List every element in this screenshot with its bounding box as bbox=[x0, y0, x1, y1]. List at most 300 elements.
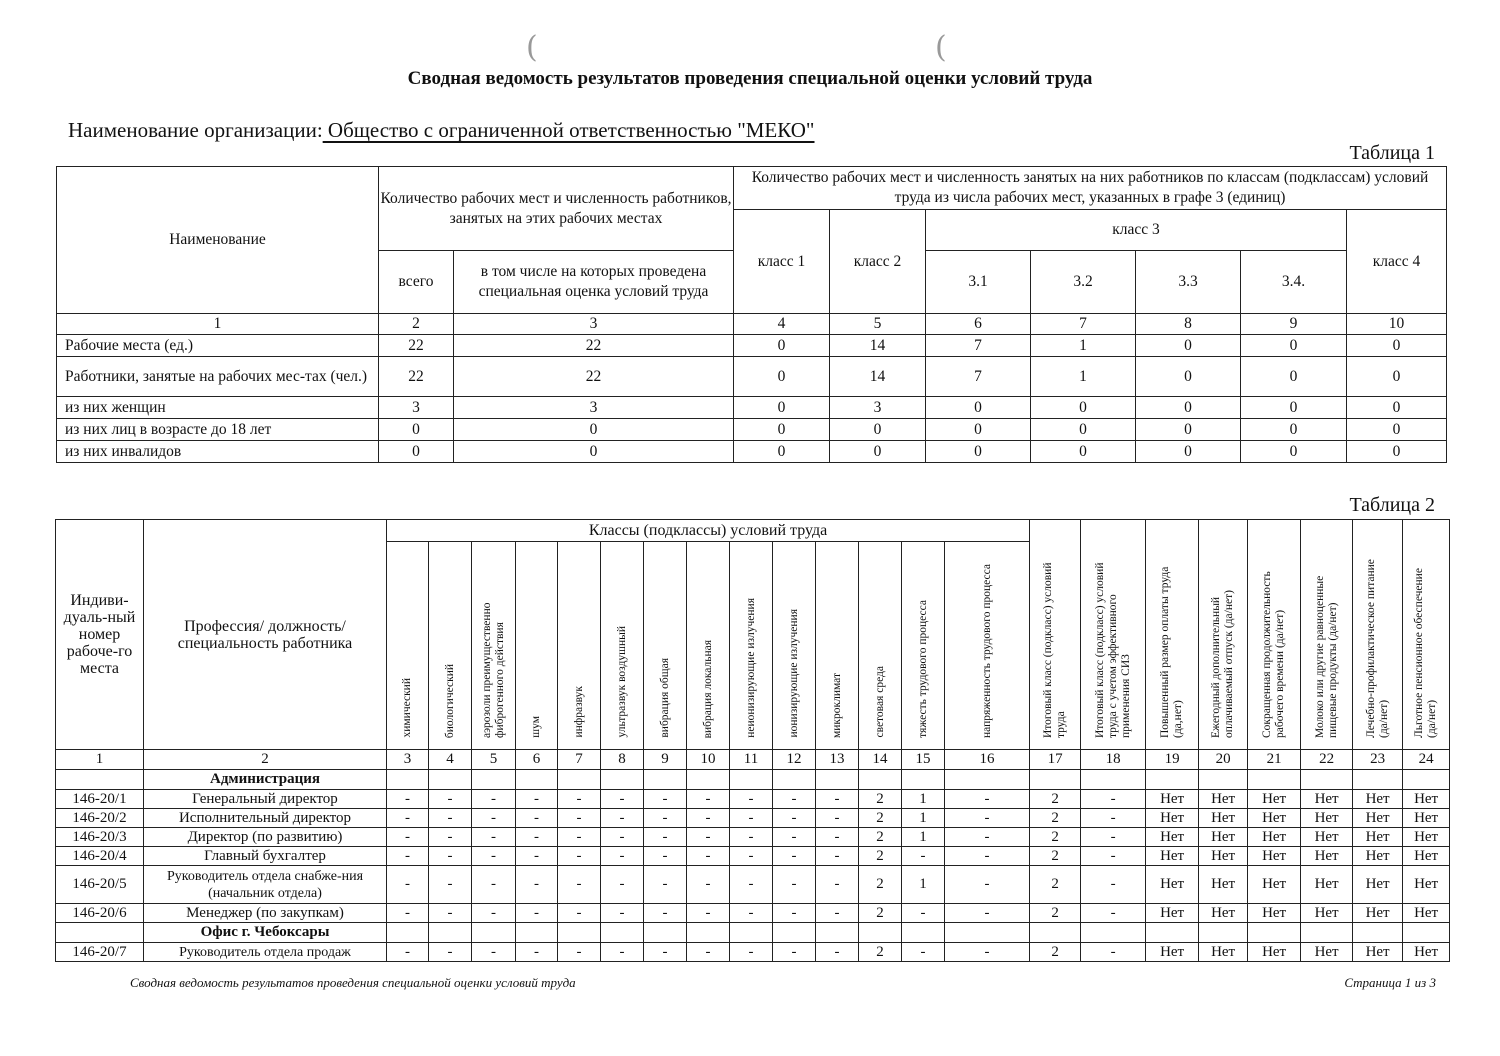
t2-cell: Нет bbox=[1353, 790, 1403, 809]
t2-head-factor bbox=[773, 542, 816, 750]
t2-cell: - bbox=[1081, 809, 1146, 828]
t1-cell: 0 bbox=[1031, 419, 1136, 441]
t2-cell: - bbox=[387, 828, 429, 847]
t2-head-summary-text: Молоко или другие равноценные пищевые продукты (да/нет) bbox=[1313, 575, 1339, 738]
t2-cell: 2 bbox=[859, 904, 902, 923]
t2-head-factor-text: инфразвук bbox=[572, 686, 585, 738]
t1-cell: 3 bbox=[379, 397, 454, 419]
t2-cell: Нет bbox=[1403, 943, 1450, 962]
t1-head-class3-4: 3.4. bbox=[1241, 251, 1347, 314]
t2-empty-cell bbox=[429, 923, 472, 943]
t1-cell: 0 bbox=[734, 441, 830, 463]
t2-cell: - bbox=[687, 904, 730, 923]
t2-cell: - bbox=[644, 866, 687, 904]
t2-cell: Нет bbox=[1146, 809, 1199, 828]
t2-cell: - bbox=[730, 943, 773, 962]
t2-cell: 2 bbox=[859, 866, 902, 904]
t2-empty-cell bbox=[1030, 923, 1081, 943]
t2-head-factor bbox=[730, 542, 773, 750]
t2-empty-cell bbox=[387, 770, 429, 790]
t2-cell: - bbox=[472, 866, 516, 904]
t2-cell: - bbox=[730, 828, 773, 847]
t2-workplace-id: 146-20/3 bbox=[56, 828, 144, 847]
t2-cell: - bbox=[644, 809, 687, 828]
t2-cell: Нет bbox=[1353, 904, 1403, 923]
t2-colnum: 3 bbox=[387, 750, 429, 770]
t2-cell: - bbox=[773, 943, 816, 962]
t2-profession: Директор (по развитию) bbox=[144, 828, 387, 847]
t2-cell: - bbox=[558, 866, 601, 904]
t1-row-label: Рабочие места (ед.) bbox=[57, 335, 379, 357]
t2-head-factor bbox=[687, 542, 730, 750]
t2-cell: Нет bbox=[1403, 847, 1450, 866]
t1-cell: 3 bbox=[830, 397, 926, 419]
table-row bbox=[56, 943, 1450, 962]
t1-head-done: в том числе на которых проведена специальная оценка условий труда bbox=[454, 251, 734, 314]
t2-cell: - bbox=[516, 847, 558, 866]
t1-cell: 0 bbox=[1241, 419, 1347, 441]
footer-caption: Сводная ведомость результатов проведения специальной оценки условий труда bbox=[130, 975, 576, 990]
t1-colnum: 10 bbox=[1347, 314, 1447, 335]
t2-head-summary bbox=[1081, 520, 1146, 750]
t2-empty-cell bbox=[1353, 770, 1403, 790]
t2-head-factor bbox=[945, 542, 1030, 750]
t2-cell: - bbox=[773, 809, 816, 828]
t2-cell: - bbox=[516, 904, 558, 923]
t1-cell: 0 bbox=[454, 441, 734, 463]
t2-cell: 1 bbox=[902, 809, 945, 828]
t2-cell: Нет bbox=[1199, 943, 1248, 962]
t1-head-total: всего bbox=[379, 251, 454, 314]
t2-cell: - bbox=[902, 943, 945, 962]
t2-empty-cell bbox=[945, 770, 1030, 790]
t2-cell: Нет bbox=[1146, 866, 1199, 904]
t2-head-summary-text: Сокращенная продолжительность рабочего времени (да/нет) bbox=[1261, 571, 1287, 738]
t2-empty-cell bbox=[1248, 770, 1301, 790]
t2-empty-cell bbox=[516, 770, 558, 790]
t2-cell: Нет bbox=[1248, 790, 1301, 809]
t2-cell: - bbox=[387, 790, 429, 809]
t2-colnum: 5 bbox=[472, 750, 516, 770]
t1-cell: 0 bbox=[926, 441, 1031, 463]
t2-cell: - bbox=[472, 943, 516, 962]
t2-head-summary bbox=[1146, 520, 1199, 750]
t2-cell: - bbox=[945, 828, 1030, 847]
t2-head-factor-text: биологический bbox=[443, 663, 456, 738]
t2-cell: Нет bbox=[1403, 904, 1450, 923]
t2-cell: - bbox=[601, 943, 644, 962]
t2-head-factor bbox=[387, 542, 429, 750]
t2-colnum: 22 bbox=[1301, 750, 1353, 770]
t2-cell: - bbox=[1081, 904, 1146, 923]
t1-cell: 14 bbox=[830, 357, 926, 397]
t1-colnum: 8 bbox=[1136, 314, 1241, 335]
t1-cell: 0 bbox=[379, 441, 454, 463]
t2-empty-cell bbox=[1081, 923, 1146, 943]
t2-profession: Менеджер (по закупкам) bbox=[144, 904, 387, 923]
t2-colnum: 15 bbox=[902, 750, 945, 770]
t2-cell: 2 bbox=[1030, 828, 1081, 847]
t2-cell: - bbox=[1081, 943, 1146, 962]
t2-head-factor bbox=[816, 542, 859, 750]
t2-cell: - bbox=[387, 866, 429, 904]
t2-cell: - bbox=[816, 943, 859, 962]
table-row bbox=[56, 847, 1450, 866]
t1-cell: 0 bbox=[734, 357, 830, 397]
t2-cell: - bbox=[773, 847, 816, 866]
t2-empty-cell bbox=[1146, 923, 1199, 943]
t1-cell: 0 bbox=[1136, 335, 1241, 357]
t2-head-factor bbox=[516, 542, 558, 750]
t2-head-factor-text: тяжесть трудового процесса bbox=[916, 600, 929, 738]
t1-colnum: 4 bbox=[734, 314, 830, 335]
t2-cell: Нет bbox=[1403, 790, 1450, 809]
t2-head-factor bbox=[429, 542, 472, 750]
t2-empty-cell bbox=[1301, 770, 1353, 790]
t2-cell: Нет bbox=[1301, 790, 1353, 809]
t2-cell: - bbox=[644, 790, 687, 809]
t2-cell: - bbox=[429, 847, 472, 866]
t2-cell: Нет bbox=[1248, 828, 1301, 847]
document-title: Сводная ведомость результатов проведения специальной оценки условий труда bbox=[407, 68, 1093, 89]
t2-empty-cell bbox=[601, 923, 644, 943]
t2-cell: - bbox=[472, 828, 516, 847]
t2-cell: - bbox=[387, 943, 429, 962]
t2-profession: Исполнительный директор bbox=[144, 809, 387, 828]
t2-colnum: 9 bbox=[644, 750, 687, 770]
t1-cell: 0 bbox=[1241, 357, 1347, 397]
t2-head-factor bbox=[472, 542, 516, 750]
table1-label: Таблица 1 bbox=[1349, 142, 1435, 164]
t2-head-summary bbox=[1030, 520, 1081, 750]
t2-cell: - bbox=[558, 943, 601, 962]
t2-empty-cell bbox=[1081, 770, 1146, 790]
t2-cell: - bbox=[1081, 847, 1146, 866]
t1-cell: 0 bbox=[1031, 397, 1136, 419]
t2-head-factor-text: микроклимат bbox=[830, 672, 843, 738]
page-number: Страница 1 из 3 bbox=[1344, 975, 1436, 990]
t2-empty-cell bbox=[472, 770, 516, 790]
t1-cell: 0 bbox=[734, 397, 830, 419]
t2-cell: - bbox=[429, 866, 472, 904]
t2-head-summary bbox=[1301, 520, 1353, 750]
t2-head-factor-text: световая среда bbox=[873, 666, 886, 738]
t2-colnum: 8 bbox=[601, 750, 644, 770]
t2-cell: - bbox=[644, 828, 687, 847]
t1-cell: 0 bbox=[1347, 335, 1447, 357]
scan-mark: ( bbox=[526, 30, 538, 65]
t2-cell: - bbox=[687, 866, 730, 904]
t2-section-id bbox=[56, 923, 144, 943]
t2-cell: Нет bbox=[1146, 847, 1199, 866]
t1-row bbox=[57, 397, 1447, 419]
t1-cell: 0 bbox=[1136, 397, 1241, 419]
t2-cell: - bbox=[730, 904, 773, 923]
t2-cell: Нет bbox=[1248, 904, 1301, 923]
t2-profession: Главный бухгалтер bbox=[144, 847, 387, 866]
t1-cell: 0 bbox=[926, 397, 1031, 419]
t2-empty-cell bbox=[902, 770, 945, 790]
t2-empty-cell bbox=[558, 923, 601, 943]
t1-colnum: 7 bbox=[1031, 314, 1136, 335]
t2-cell: - bbox=[472, 904, 516, 923]
t2-head-summary-text: Ежегодный дополнительный оплачиваемый отпуск (да/нет) bbox=[1210, 590, 1236, 738]
table-row bbox=[56, 828, 1450, 847]
t1-cell: 0 bbox=[1347, 441, 1447, 463]
t2-cell: - bbox=[429, 943, 472, 962]
t2-cell: Нет bbox=[1199, 904, 1248, 923]
t2-colnum: 7 bbox=[558, 750, 601, 770]
t1-head-class3-1: 3.1 bbox=[926, 251, 1031, 314]
t2-cell: - bbox=[902, 904, 945, 923]
t2-cell: Нет bbox=[1301, 904, 1353, 923]
t2-colnum: 21 bbox=[1248, 750, 1301, 770]
t2-cell: - bbox=[601, 904, 644, 923]
t1-cell: 7 bbox=[926, 357, 1031, 397]
t1-cell: 0 bbox=[1241, 335, 1347, 357]
t2-cell: - bbox=[902, 847, 945, 866]
t2-workplace-id: 146-20/1 bbox=[56, 790, 144, 809]
t2-colnum: 11 bbox=[730, 750, 773, 770]
t2-cell: - bbox=[516, 809, 558, 828]
t2-cell: Нет bbox=[1403, 828, 1450, 847]
t1-cell: 1 bbox=[1031, 357, 1136, 397]
t2-cell: - bbox=[773, 866, 816, 904]
t2-cell: - bbox=[730, 866, 773, 904]
t2-cell: Нет bbox=[1248, 866, 1301, 904]
t2-head-factor-text: неионизирующие излучения bbox=[744, 598, 757, 738]
t2-cell: - bbox=[472, 809, 516, 828]
t1-cell: 0 bbox=[1136, 357, 1241, 397]
t2-cell: 2 bbox=[1030, 866, 1081, 904]
t2-cell: Нет bbox=[1403, 809, 1450, 828]
t1-cell: 7 bbox=[926, 335, 1031, 357]
t2-cell: Нет bbox=[1301, 847, 1353, 866]
t2-cell: - bbox=[558, 904, 601, 923]
t2-cell: - bbox=[644, 943, 687, 962]
t2-cell: - bbox=[429, 828, 472, 847]
t1-colnum: 1 bbox=[57, 314, 379, 335]
t2-colnum: 4 bbox=[429, 750, 472, 770]
t2-head-summary bbox=[1248, 520, 1301, 750]
t2-cell: Нет bbox=[1353, 847, 1403, 866]
t2-head-summary bbox=[1403, 520, 1450, 750]
t2-empty-cell bbox=[558, 770, 601, 790]
t2-empty-cell bbox=[472, 923, 516, 943]
t2-cell: 2 bbox=[859, 828, 902, 847]
t2-cell: Нет bbox=[1301, 866, 1353, 904]
t2-empty-cell bbox=[387, 923, 429, 943]
t1-row-label: Работники, занятые на рабочих мес-тах (чел.) bbox=[57, 357, 379, 397]
t2-head-summary-text: Льготное пенсионное обеспечение (да/нет) bbox=[1413, 568, 1439, 738]
t2-head-classes: Классы (подклассы) условий труда bbox=[387, 520, 1030, 542]
t1-cell: 0 bbox=[1136, 419, 1241, 441]
t2-cell: - bbox=[601, 828, 644, 847]
t2-empty-cell bbox=[730, 770, 773, 790]
t2-head-profession: Профессия/ должность/ специальность работника bbox=[144, 520, 387, 750]
t2-empty-cell bbox=[1146, 770, 1199, 790]
t2-cell: 2 bbox=[1030, 943, 1081, 962]
t2-empty-cell bbox=[816, 770, 859, 790]
t2-cell: - bbox=[773, 828, 816, 847]
t2-cell: - bbox=[516, 828, 558, 847]
t2-profession: Руководитель отдела продаж bbox=[144, 943, 387, 962]
t2-cell: - bbox=[816, 866, 859, 904]
t2-head-factor-text: вибрация общая bbox=[658, 658, 671, 738]
t2-head-factor-text: аэрозоли преимущественно фиброгенного действия bbox=[480, 602, 506, 738]
t2-cell: - bbox=[773, 790, 816, 809]
t2-head-factor-text: вибрация локальная bbox=[701, 639, 714, 738]
t2-head-summary-text: Итоговый класс (подкласс) условий труда с учетом эффективного применения СИЗ bbox=[1093, 562, 1132, 738]
t1-head-class3-3: 3.3 bbox=[1136, 251, 1241, 314]
t2-cell: Нет bbox=[1146, 904, 1199, 923]
t2-head-factor bbox=[859, 542, 902, 750]
t1-colnum: 3 bbox=[454, 314, 734, 335]
t2-colnum: 10 bbox=[687, 750, 730, 770]
t1-row bbox=[57, 357, 1447, 397]
t2-empty-cell bbox=[644, 770, 687, 790]
t2-empty-cell bbox=[516, 923, 558, 943]
t2-cell: Нет bbox=[1146, 943, 1199, 962]
summary-table-1 bbox=[56, 166, 1447, 463]
t2-cell: Нет bbox=[1199, 828, 1248, 847]
t2-head-summary-text: Повышенный размер оплаты труда (да,нет) bbox=[1159, 566, 1185, 738]
t1-colnum: 5 bbox=[830, 314, 926, 335]
t2-head-summary-text: Итоговый класс (подкласс) условий труда bbox=[1042, 562, 1068, 738]
t2-empty-cell bbox=[1199, 770, 1248, 790]
t2-colnum: 12 bbox=[773, 750, 816, 770]
t2-cell: Нет bbox=[1301, 809, 1353, 828]
t2-head-factor bbox=[558, 542, 601, 750]
t2-cell: - bbox=[945, 904, 1030, 923]
t2-cell: 2 bbox=[859, 790, 902, 809]
t1-cell: 3 bbox=[454, 397, 734, 419]
t2-section-id bbox=[56, 770, 144, 790]
t1-cell: 0 bbox=[1136, 441, 1241, 463]
t2-cell: - bbox=[558, 809, 601, 828]
t2-cell: 2 bbox=[859, 943, 902, 962]
t2-empty-cell bbox=[429, 770, 472, 790]
t2-cell: - bbox=[387, 904, 429, 923]
t2-workplace-id: 146-20/7 bbox=[56, 943, 144, 962]
t2-colnum: 23 bbox=[1353, 750, 1403, 770]
t2-cell: 2 bbox=[859, 809, 902, 828]
t2-cell: - bbox=[558, 828, 601, 847]
scan-mark: ( bbox=[935, 30, 947, 65]
t2-colnum: 2 bbox=[144, 750, 387, 770]
t2-profession: Генеральный директор bbox=[144, 790, 387, 809]
t2-cell: Нет bbox=[1199, 847, 1248, 866]
t1-cell: 0 bbox=[1031, 441, 1136, 463]
t2-section-title: Администрация bbox=[144, 770, 387, 790]
t2-empty-cell bbox=[859, 923, 902, 943]
t2-empty-cell bbox=[773, 923, 816, 943]
t2-cell: 2 bbox=[1030, 847, 1081, 866]
t1-row bbox=[57, 441, 1447, 463]
t1-cell: 0 bbox=[830, 441, 926, 463]
t2-cell: - bbox=[816, 790, 859, 809]
t2-cell: - bbox=[601, 866, 644, 904]
t2-colnum: 17 bbox=[1030, 750, 1081, 770]
t1-cell: 22 bbox=[454, 357, 734, 397]
t1-head-class2: класс 2 bbox=[830, 210, 926, 314]
t1-cell: 14 bbox=[830, 335, 926, 357]
t2-cell: - bbox=[1081, 866, 1146, 904]
t2-colnum: 14 bbox=[859, 750, 902, 770]
t1-head-class4: класс 4 bbox=[1347, 210, 1447, 314]
t2-colnum: 18 bbox=[1081, 750, 1146, 770]
t1-cell: 22 bbox=[379, 357, 454, 397]
t1-row bbox=[57, 335, 1447, 357]
t2-cell: - bbox=[516, 866, 558, 904]
t2-cell: - bbox=[945, 790, 1030, 809]
t2-cell: Нет bbox=[1248, 847, 1301, 866]
t2-colnum: 20 bbox=[1199, 750, 1248, 770]
t2-colnum: 19 bbox=[1146, 750, 1199, 770]
t2-profession: Руководитель отдела снабже-ния (начальник отдела) bbox=[144, 866, 387, 904]
t2-empty-cell bbox=[601, 770, 644, 790]
t2-cell: Нет bbox=[1403, 866, 1450, 904]
t2-empty-cell bbox=[1199, 923, 1248, 943]
t2-head-factor-text: ультразвук воздушный bbox=[615, 626, 628, 738]
t2-cell: - bbox=[687, 809, 730, 828]
organization-name: Общество с ограниченной ответственностью "МЕКО" bbox=[322, 118, 815, 142]
t1-row-label: из них инвалидов bbox=[57, 441, 379, 463]
t2-cell: Нет bbox=[1353, 809, 1403, 828]
t2-cell: Нет bbox=[1146, 828, 1199, 847]
t2-cell: - bbox=[945, 809, 1030, 828]
t2-cell: - bbox=[945, 847, 1030, 866]
t2-empty-cell bbox=[816, 923, 859, 943]
t1-cell: 22 bbox=[379, 335, 454, 357]
t2-cell: Нет bbox=[1248, 943, 1301, 962]
t2-workplace-id: 146-20/4 bbox=[56, 847, 144, 866]
t2-cell: - bbox=[601, 790, 644, 809]
t2-workplace-id: 146-20/6 bbox=[56, 904, 144, 923]
t2-colnum: 16 bbox=[945, 750, 1030, 770]
t2-empty-cell bbox=[1403, 923, 1450, 943]
t2-cell: Нет bbox=[1301, 828, 1353, 847]
t2-cell: - bbox=[472, 790, 516, 809]
t2-cell: - bbox=[1081, 790, 1146, 809]
table-row bbox=[56, 790, 1450, 809]
t2-cell: - bbox=[429, 809, 472, 828]
t2-cell: 2 bbox=[1030, 809, 1081, 828]
t2-empty-cell bbox=[945, 923, 1030, 943]
t1-cell: 0 bbox=[1241, 397, 1347, 419]
t2-cell: Нет bbox=[1248, 809, 1301, 828]
t1-head-name: Наименование bbox=[57, 167, 379, 314]
t2-head-summary bbox=[1199, 520, 1248, 750]
t2-cell: - bbox=[516, 790, 558, 809]
t1-cell: 1 bbox=[1031, 335, 1136, 357]
t2-head-factor-text: ионизирующие излучения bbox=[787, 609, 800, 738]
t2-cell: - bbox=[687, 943, 730, 962]
t1-cell: 0 bbox=[734, 419, 830, 441]
t2-empty-cell bbox=[1248, 923, 1301, 943]
t1-cell: 0 bbox=[454, 419, 734, 441]
t2-cell: 1 bbox=[902, 866, 945, 904]
t2-workplace-id: 146-20/5 bbox=[56, 866, 144, 904]
t2-cell: - bbox=[387, 809, 429, 828]
t2-cell: - bbox=[644, 904, 687, 923]
t2-empty-cell bbox=[902, 923, 945, 943]
t2-cell: - bbox=[945, 943, 1030, 962]
t1-row bbox=[57, 419, 1447, 441]
t2-cell: - bbox=[816, 904, 859, 923]
t1-head-class1: класс 1 bbox=[734, 210, 830, 314]
t2-cell: Нет bbox=[1199, 790, 1248, 809]
